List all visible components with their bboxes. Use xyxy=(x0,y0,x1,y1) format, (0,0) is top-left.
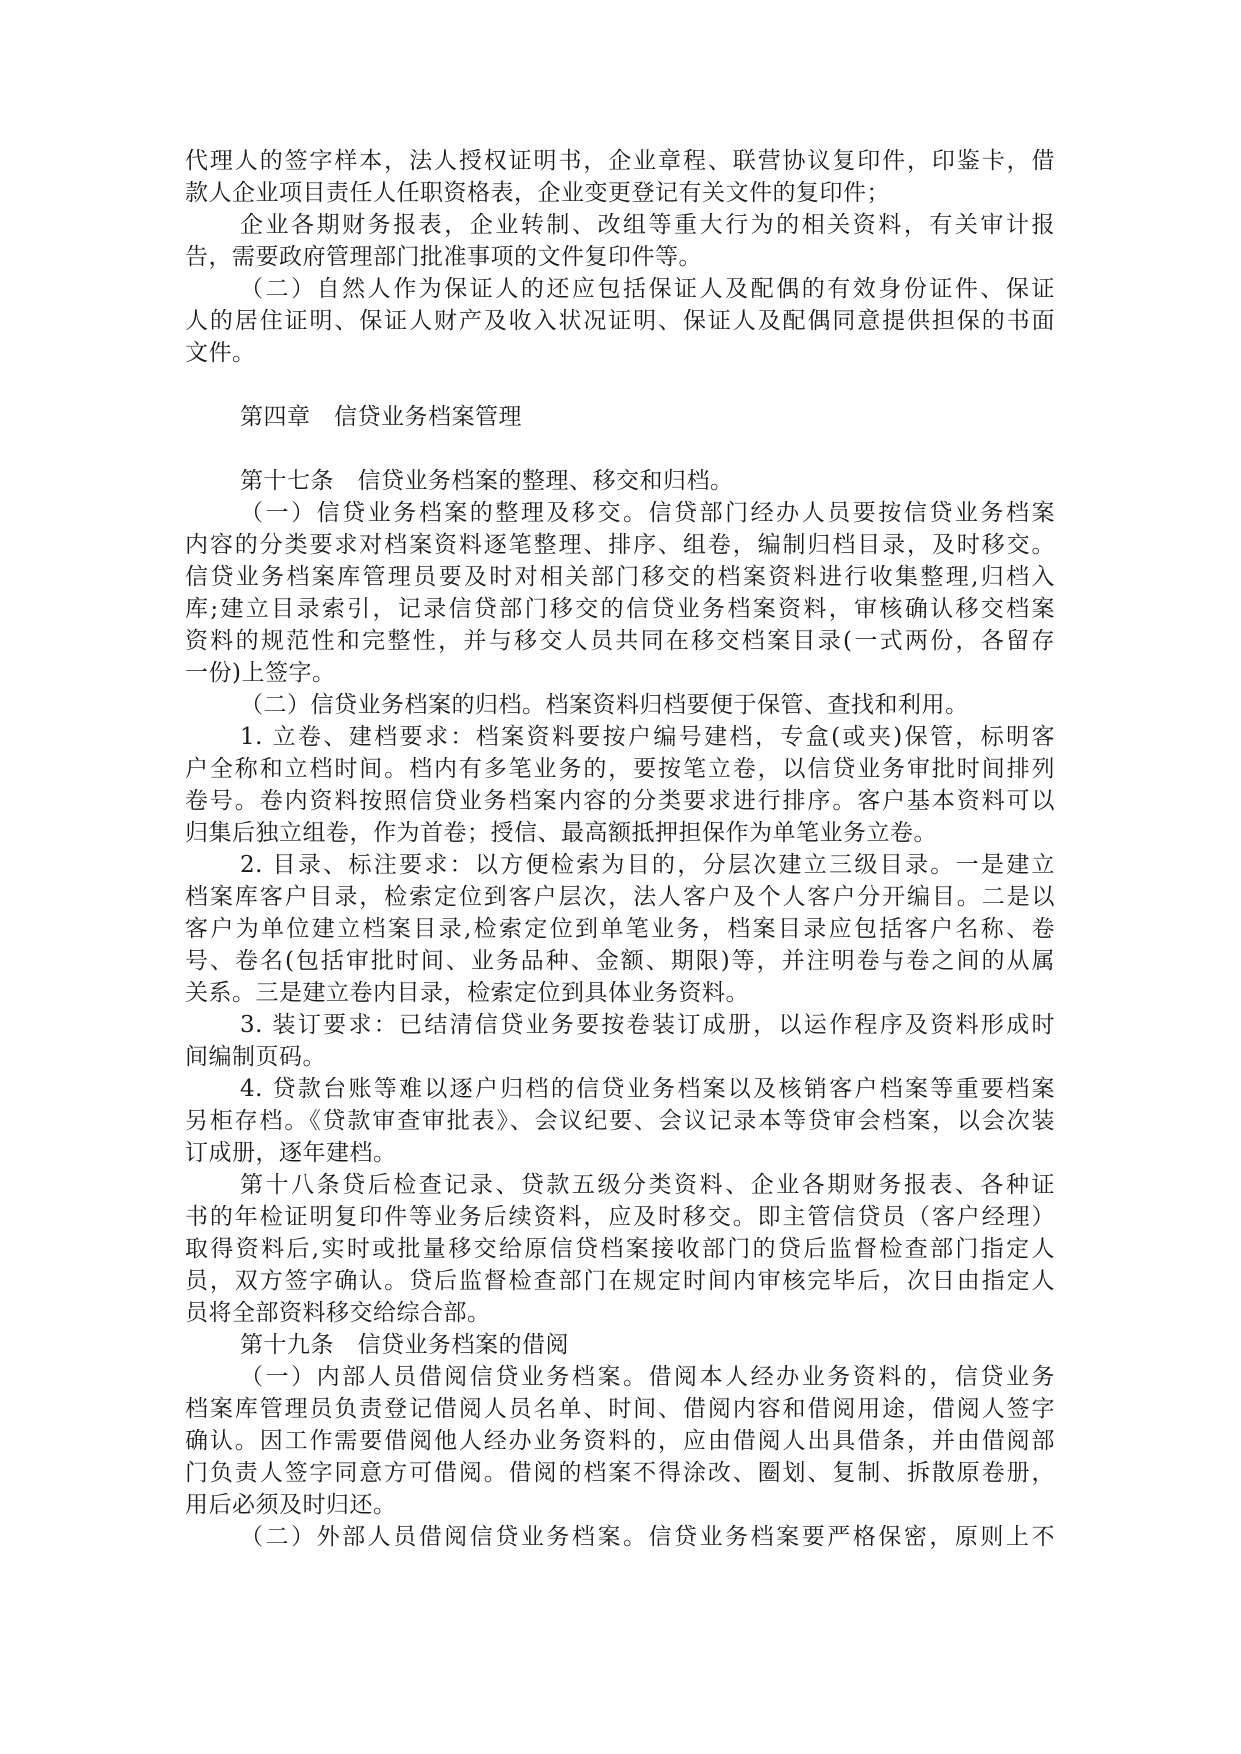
text-line: 关系。三是建立卷内目录，检索定位到具体业务资料。 xyxy=(185,980,749,1006)
text-line: 第十八条贷后检查记录、贷款五级分类资料、企业各期财务报表、各种证 xyxy=(240,1172,1055,1198)
text-line: 间编制页码。 xyxy=(185,1044,326,1070)
text-line: 3. 装订要求：已结清信贷业务要按卷装订成册，以运作程序及资料形成时 xyxy=(240,1012,1055,1038)
text-line: 资料的规范性和完整性，并与移交人员共同在移交档案目录(一式两份，各留存 xyxy=(185,628,1055,654)
text-line: 告，需要政府管理部门批准事项的文件复印件等。 xyxy=(185,244,702,270)
text-line: 库;建立目录索引，记录信贷部门移交的信贷业务档案资料，审核确认移交档案 xyxy=(185,596,1055,622)
document-page xyxy=(185,145,1055,1553)
blank-line xyxy=(185,369,1055,401)
text-line: 用后必须及时归还。 xyxy=(185,1492,397,1518)
text-line: 4. 贷款台账等难以逐户归档的信贷业务档案以及核销客户档案等重要档案 xyxy=(240,1076,1055,1102)
text-line: 归集后独立组卷，作为首卷；授信、最高额抵押担保作为单笔业务立卷。 xyxy=(185,820,937,846)
text-line: 门负责人签字同意方可借阅。借阅的档案不得涂改、圈划、复制、拆散原卷册， xyxy=(185,1460,1055,1486)
text-line: 号、卷名(包括审批时间、业务品种、金额、期限)等，并注明卷与卷之间的从属 xyxy=(185,948,1055,974)
text-line: （二）信贷业务档案的归档。档案资料归档要便于保管、查找和利用。 xyxy=(240,692,969,718)
text-line: 确认。因工作需要借阅他人经办业务资料的，应由借阅人出具借条，并由借阅部 xyxy=(185,1428,1055,1454)
text-line: 1. 立卷、建档要求：档案资料要按户编号建档，专盒(或夹)保管，标明客 xyxy=(240,724,1055,750)
text-line: （二）自然人作为保证人的还应包括保证人及配偶的有效身份证件、保证 xyxy=(240,276,1055,302)
text-line: 款人企业项目责任人任职资格表，企业变更登记有关文件的复印件； xyxy=(185,180,890,206)
text-line: 订成册，逐年建档。 xyxy=(185,1140,397,1166)
section-heading: 第十九条 信贷业务档案的借阅 xyxy=(240,1332,569,1358)
section-heading: 第四章 信贷业务档案管理 xyxy=(240,404,522,430)
text-line: 信贷业务档案库管理员要及时对相关部门移交的档案资料进行收集整理,归档入 xyxy=(185,564,1055,590)
text-line: 人的居住证明、保证人财产及收入状况证明、保证人及配偶同意提供担保的书面 xyxy=(185,308,1055,334)
text-line: 取得资料后,实时或批量移交给原信贷档案接收部门的贷后监督检查部门指定人 xyxy=(185,1236,1055,1262)
text-line: 户全称和立档时间。档内有多笔业务的，要按笔立卷，以信贷业务审批时间排列 xyxy=(185,756,1055,782)
text-line: 代理人的签字样本，法人授权证明书，企业章程、联营协议复印件，印鉴卡，借 xyxy=(185,148,1055,174)
text-line: 员，双方签字确认。贷后监督检查部门在规定时间内审核完毕后，次日由指定人 xyxy=(185,1268,1055,1294)
text-line: 一份)上签字。 xyxy=(185,660,336,686)
text-line: 档案库管理员负责登记借阅人员名单、时间、借阅内容和借阅用途，借阅人签字 xyxy=(185,1396,1055,1422)
text-line: 企业各期财务报表，企业转制、改组等重大行为的相关资料，有关审计报 xyxy=(240,212,1055,238)
text-line: 2. 目录、标注要求：以方便检索为目的，分层次建立三级目录。一是建立 xyxy=(240,852,1055,878)
text-line: （一）信贷业务档案的整理及移交。信贷部门经办人员要按信贷业务档案 xyxy=(240,500,1055,526)
text-line: 卷号。卷内资料按照信贷业务档案内容的分类要求进行排序。客户基本资料可以 xyxy=(185,788,1055,814)
text-line: 客户为单位建立档案目录,检索定位到单笔业务，档案目录应包括客户名称、卷 xyxy=(185,916,1055,942)
text-line: （一）内部人员借阅信贷业务档案。借阅本人经办业务资料的，信贷业务 xyxy=(240,1364,1055,1390)
text-line: 文件。 xyxy=(185,340,256,366)
text-line: （二）外部人员借阅信贷业务档案。信贷业务档案要严格保密，原则上不 xyxy=(240,1524,1055,1550)
text-line: 档案库客户目录，检索定位到客户层次，法人客户及个人客户分开编目。二是以 xyxy=(185,884,1055,910)
text-line: 书的年检证明复印件等业务后续资料，应及时移交。即主管信贷员（客户经理） xyxy=(185,1204,1055,1230)
text-line: 内容的分类要求对档案资料逐笔整理、排序、组卷，编制归档目录，及时移交。 xyxy=(185,532,1055,558)
text-line: 员将全部资料移交给综合部。 xyxy=(185,1300,491,1326)
text-line: 另柜存档。《贷款审查审批表》、会议纪要、会议记录本等贷审会档案，以会次装 xyxy=(185,1108,1055,1134)
section-heading: 第十七条 信贷业务档案的整理、移交和归档。 xyxy=(240,468,734,494)
blank-line xyxy=(185,433,1055,465)
